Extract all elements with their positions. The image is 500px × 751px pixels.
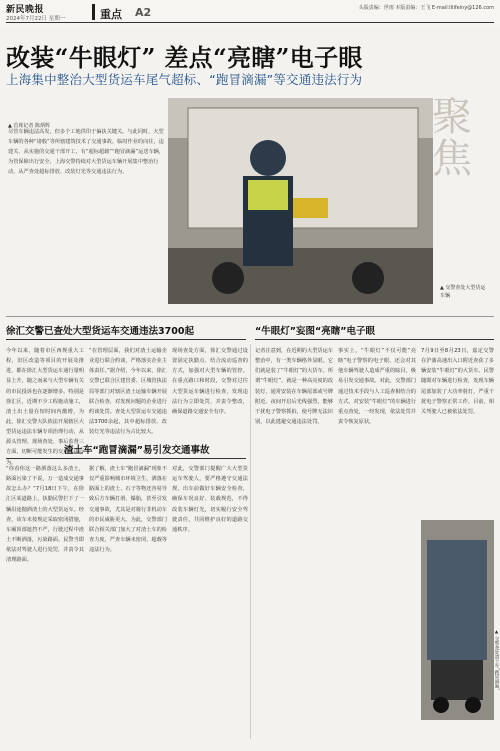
issue-date: 2024年7月22日 星期一 bbox=[6, 16, 66, 22]
section3-rule bbox=[6, 458, 246, 459]
section1-column1: 今年以来，随着市区西规重大工程，旧区改造等项目的开展及推进，都在徐汇大型货运车通行量明显上升，随之而来与大型车辆有关的市民投诉也在逐渐增多。特别是徐汇区，近期不少工程施动施工，渣土出土量在短时间内激增，为此，徐汇交警大队依法开展辖区大型货运违法车辆专项治理行动，从源头管理、现场查处、事后监督三方面，切断可能发生的交通违法行为。 bbox=[6, 348, 84, 466]
page-number: A2 bbox=[135, 6, 152, 19]
sub-headline: 上海集中整治大型货运车尾气超标、“跑冒滴漏”等交通违法行为 bbox=[6, 72, 363, 87]
photo-caption: ▲ 交警查处大型货运车辆 bbox=[440, 285, 486, 299]
section2-column2: 事实上，“牛眼灯”不仅可能“亮瞎”电子警察的电子眼，还会对其他车辆驾驶人造成严重的眩目，极易引发交通事故。对此，交警部门通过技术手段与人工巡查相结合的方式，对安装“牛眼灯”的车辆进行重点查处，一经发现，依法处罚并责令恢复原状。 bbox=[338, 348, 417, 425]
truck-photo bbox=[421, 520, 494, 720]
section2-title: “牛眼灯”妄图“亮瞎”电子眼 bbox=[255, 326, 375, 337]
officer-truck-photo bbox=[168, 98, 433, 304]
header-divider bbox=[6, 22, 494, 23]
section1-title: 徐汇交警已查处大型货运车交通违法3700起 bbox=[6, 326, 194, 337]
editor-meta: 头版责编：世雨 本版责编：王飞 E-mail:lilifeiny@126.com bbox=[358, 5, 494, 11]
secondary-photo-caption: ▲ 交警查处渣土车“跑冒滴漏” bbox=[494, 630, 499, 691]
byline: ▲ 首席记者 陈炳辉 bbox=[8, 123, 51, 129]
section3-column3: 对此，交警部门提醒广大大型货运车驾驶人，要严格遵守交通法规，出车前做好车辆安全检查，确保车况良好、装载规范，不得改装车辆灯光，切实履行安全驾驶责任，共同维护良好的道路交通秩序。 bbox=[172, 466, 248, 533]
secondary-photo bbox=[421, 520, 494, 720]
section3-column2: 据了解，渣土车“跑冒滴漏”现象不仅严重影响城市环境卫生，洒落在路面上的渣土、石子等物还容易导致后方车辆打滑、爆胎，甚至引发交通事故，尤其是对骑行非机动车的市民威胁更大。为此，交警部门联合相关部门加大了对渣土车的检查力度，严查车辆未密闭、超载等违法行为。 bbox=[89, 466, 167, 554]
main-photo bbox=[168, 98, 433, 304]
section1-column2: “在管理层面，我们对渣土运输企业进行联合约谈，严格落实企业主体责任。”据介绍，今年以来，徐汇交警已联合区建管委、区城管执法局等部门对辖区渣土运输车辆开展联合检查，对发现问题的企业进行约谈处罚。查处大型货运车交通违法3700余起，其中超标排放、改装灯光等违法行为占比较大。 bbox=[89, 348, 167, 436]
section3-column1: “你看你这一路洒落这么多渣土，路面污染了不说，万一造成交通事故怎么办？”7月18日下午，在徐汇区某道路上，执勤民警拦下了一辆沿途抛洒渣土的大型货运车。经查，该车未按规定采取密闭措施，车厢顶部遮挡不严，行驶过程中渣土不断洒落，污染路面。民警当即依法对驾驶人进行处罚，并责令其清理路面。 bbox=[6, 466, 84, 564]
section2-column3: 7月9日至8月23日，嘉定交警在沪蒲高速出入口附近查获了多辆安装“牛眼灯”的大货车。民警随即对车辆进行检查，发现车辆尾部加装了大功率射灯，严重干扰电子警察正常工作。目前，相关驾驶人已被依法处罚。 bbox=[421, 348, 494, 415]
deco-characters: 聚焦 bbox=[432, 94, 472, 182]
section-divider bbox=[6, 316, 494, 317]
newspaper-logo: 新民晚报 bbox=[6, 5, 45, 15]
column-divider bbox=[250, 344, 251, 739]
intro-paragraph: 尽管车辆违法高发，但多个工地供印于偏执关键关。与此同时，大型车辆的各种“诸般”等所辖建筑技术了交通事故，临时作业的向往，违建关、从实施的交通干部开工，有“超标超载”“跑冒滴漏”运送车辆，为管保障出行安全，上海交警持续对大型货运车辆开展集中整治行动，从严查处超标排放、改装灯光等交通违法行为。 bbox=[8, 129, 165, 175]
section1-column3: 现场查处方面，徐汇交警通过设置固定执勤点、结合流动巡查的方式，加强对大型车辆的管控。在重点路口和时段，交警对过往大型货运车辆进行检查，发现违法行为立即处罚，并责令整改，确保道路交通安全有序。 bbox=[172, 348, 248, 415]
section2-rule bbox=[255, 339, 494, 340]
section3-title: 渣土车“跑冒滴漏”易引发交通事故 bbox=[64, 445, 210, 456]
section1-rule bbox=[6, 339, 246, 340]
section2-column1: 记者注意到，在近期的大型货运车整治中，有一类车辆格外显眼。它们就是装了“牛眼灯”的大货车。所谓“牛眼灯”，就是一种高亮度的改装灯，通常安装在车辆尾部或号牌附近，夜间开启后光线强烈，能够干扰电子警察抓拍，使号牌无法识别，以此逃避交通违法处罚。 bbox=[255, 348, 334, 425]
main-headline: 改装“牛眼灯” 差点“亮瞎”电子眼 bbox=[6, 43, 363, 72]
section-name: 重点 bbox=[100, 8, 122, 21]
section-marker-bar bbox=[92, 4, 95, 20]
